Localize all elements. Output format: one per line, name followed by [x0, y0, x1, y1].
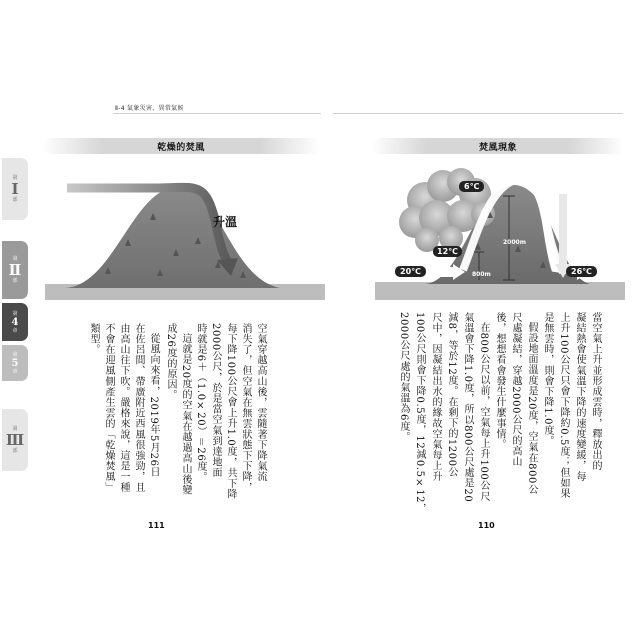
tab-part-2[interactable]: 第 Ⅱ 部 [2, 241, 28, 299]
left-figure-banner [42, 138, 320, 154]
left-text-column: 成26度的原因。 [165, 323, 176, 401]
temp-badge-mid: 12℃ [433, 246, 462, 257]
tab-chapter-4[interactable]: 第 4 章 [2, 303, 28, 341]
right-text-column: 尺中，因凝結出水的緣故空氣每上升 [430, 312, 441, 482]
running-header: Ⅱ-4 氣象災害、異常氣候 [115, 105, 184, 112]
left-figure-title: 乾燥的焚風 [157, 142, 205, 153]
right-text-column: 假設地面溫度是20度，空氣在800公 [526, 322, 537, 495]
left-text-column: 在佐呂間、帶廣附近西風很強勁，且 [133, 323, 144, 493]
temp-badge-left: 20℃ [395, 266, 426, 277]
left-text-column: 2000公尺，於是當空氣到達地面 [210, 323, 221, 479]
temp-badge-right: 26℃ [566, 266, 597, 277]
height-label-2000: 2000m [503, 239, 526, 246]
left-text-column: 空氣穿越高山後，雲隨著下降氣流 [255, 323, 266, 482]
tab-part-3[interactable]: 第 Ⅲ 部 [2, 409, 28, 471]
left-text-column: 消失了，但空氣在無雲狀態下下降， [240, 323, 251, 493]
ground-strip [375, 282, 625, 300]
foehn-phenomenon-diagram [375, 160, 625, 300]
right-text-column: 後，想想看會發生什麼事情。 [494, 312, 505, 450]
tab-part-1[interactable]: 第 Ⅰ 部 [2, 158, 28, 220]
right-text-column: 在800公尺以前，空氣每上升100公尺 [478, 322, 489, 502]
left-text-column: 每下降100公尺會上升1.0度，共下降 [225, 323, 236, 500]
left-text-column: 時就是6＋（1.0×20）＝26度。 [195, 323, 206, 483]
temp-badge-top: 6℃ [459, 181, 484, 192]
left-text-column: 這就是20度的空氣在越過高山後變 [180, 333, 191, 496]
right-text-column: 100公尺則會下降0.5度，12減0.5×12， [414, 312, 425, 514]
chapter-tabs [0, 133, 30, 498]
header-divider-right [333, 113, 623, 114]
right-text-column: 減8，等於12度。在剩下的1200公 [446, 312, 457, 478]
right-page-number: 110 [478, 521, 495, 530]
dry-foehn-diagram [45, 160, 325, 300]
left-text-column: 類型。 [88, 323, 99, 355]
right-text-column: 凝結熱會使氣溫下降的速度變緩，每 [574, 312, 585, 482]
left-text-column: 從風向來看，2019年5月26日 [148, 333, 159, 478]
height-label-800: 800m [472, 271, 491, 278]
left-text-column: 不會在迎風側產生雲的「乾燥焚風」 [103, 323, 114, 493]
header-divider [113, 113, 321, 114]
right-text-column: 氣溫會下降1.0度，所以800公尺處是20 [462, 312, 473, 503]
left-text-column: 由高山往下吹。嚴格來說，這是一種 [118, 323, 129, 493]
right-text-column: 當空氣上升並形成雲時，釋放出的 [590, 312, 601, 471]
right-figure-banner [372, 138, 624, 154]
tab-chapter-5[interactable]: 第 5 章 [2, 345, 28, 381]
mountain-shape [65, 187, 280, 288]
warming-label: 升溫 [213, 215, 238, 229]
right-figure-title: 焚風現象 [478, 142, 517, 153]
left-page-number: 111 [148, 521, 165, 530]
right-text-column: 2000公尺處的氣溫為6度。 [398, 312, 409, 443]
right-text-column: 是無雲時，則會下降1.0度。 [542, 312, 553, 447]
right-text-column: 上升100公尺只會下降約0.5度；但如果 [558, 312, 569, 499]
right-text-column: 尺處凝結，穿越2000公尺的高山 [510, 312, 521, 468]
